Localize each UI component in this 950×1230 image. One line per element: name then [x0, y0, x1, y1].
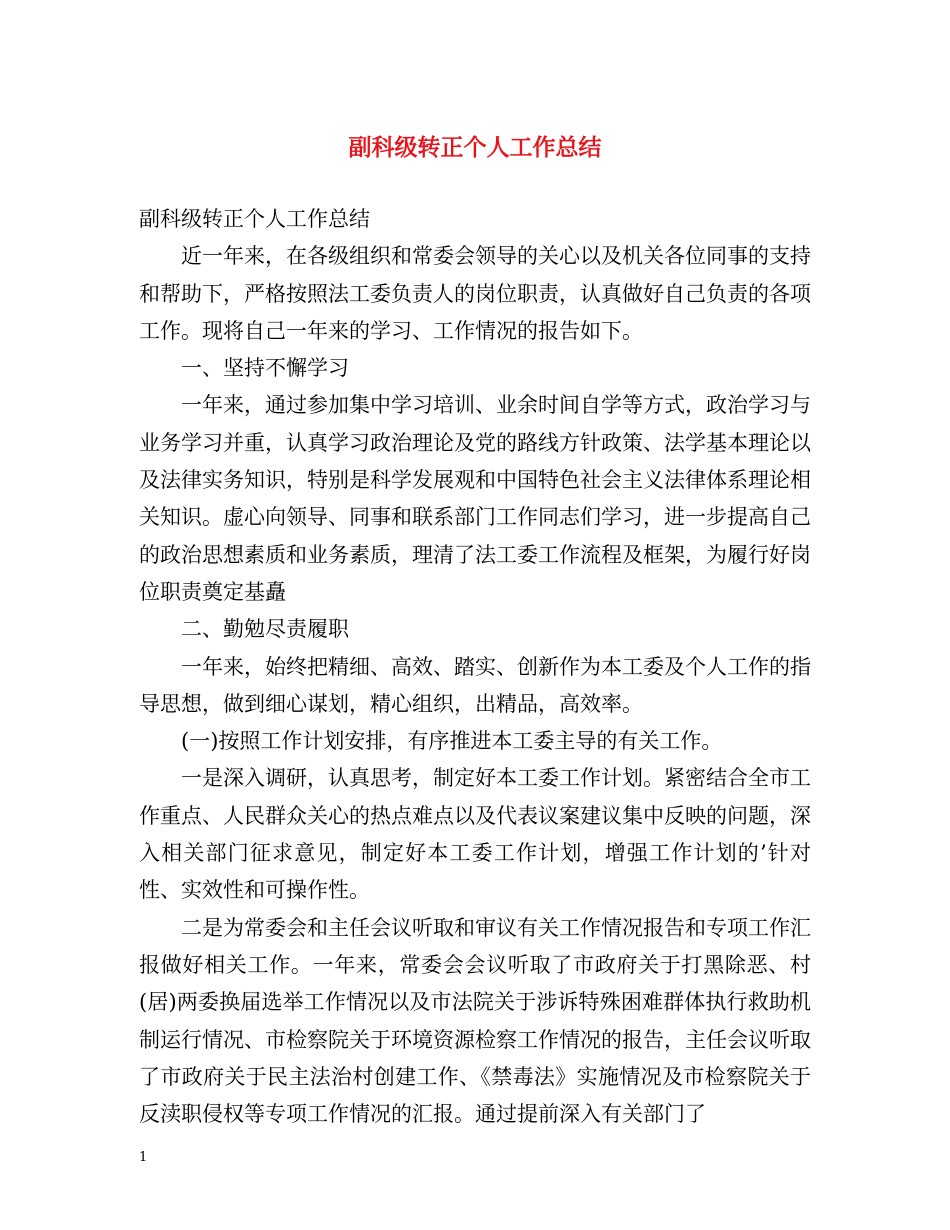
section-heading: 二、勤勉尽责履职: [181, 617, 349, 642]
page-number: 1: [139, 1150, 148, 1165]
document-body: [139, 201, 811, 1133]
section-heading: 一、坚持不懈学习: [181, 356, 349, 381]
paragraph: 近一年来，在各级组织和常委会领导的关心以及机关各位同事的支持和帮助下，严格按照法工委负责人的岗位职责，认真做好自己负责的各项工作。现将自己一年来的学习、工作情况的报告如下。: [139, 244, 811, 343]
paragraph: 一是深入调研，认真思考，制定好本工委工作计划。紧密结合全市工作重点、人民群众关心的热点难点以及代表议案建议集中反映的问题，深入相关部门征求意见，制定好本工委工作计划，增强工作计划的’针对性、实效性和可操作性。: [139, 766, 811, 903]
paragraph: 一年来，始终把精细、高效、踏实、创新作为本工委及个人工作的指导思想，做到细心谋划，精心组织，出精品，高效率。: [139, 654, 811, 716]
paragraph-heading: 副科级转正个人工作总结: [139, 207, 370, 231]
paragraph: 一年来，通过参加集中学习培训、业余时间自学等方式，政治学习与业务学习并重，认真学习政治理论及党的路线方针政策、法学基本理论以及法律实务知识，特别是科学发展观和中国特色社会主义法律体系理论相关知识。虚心向领导、同事和联系部门工作同志们学习，进一步提高自己的政治思想素质和业务素质，理清了法工委工作流程及框架，为履行好岗位职责奠定基矗: [139, 393, 811, 604]
subsection-heading: (一)按照工作计划安排，有序推进本工委主导的有关工作。: [181, 729, 723, 754]
paragraph: 二是为常委会和主任会议听取和审议有关工作情况报告和专项工作汇报做好相关工作。一年来，常委会会议听取了市政府关于打黑除恶、村(居)两委换届选举工作情况以及市法院关于涉诉特殊困难群体执行救助机制运行情况、市检察院关于环境资源检察工作情况的报告，主任会议听取了市政府关于民主法治村创建工作、《禁毒法》实施情况及市检察院关于反渎职侵权等专项工作情况的汇报。通过提前深入有关部门了: [139, 915, 811, 1127]
document-title: 副科级转正个人工作总结: [348, 134, 602, 161]
